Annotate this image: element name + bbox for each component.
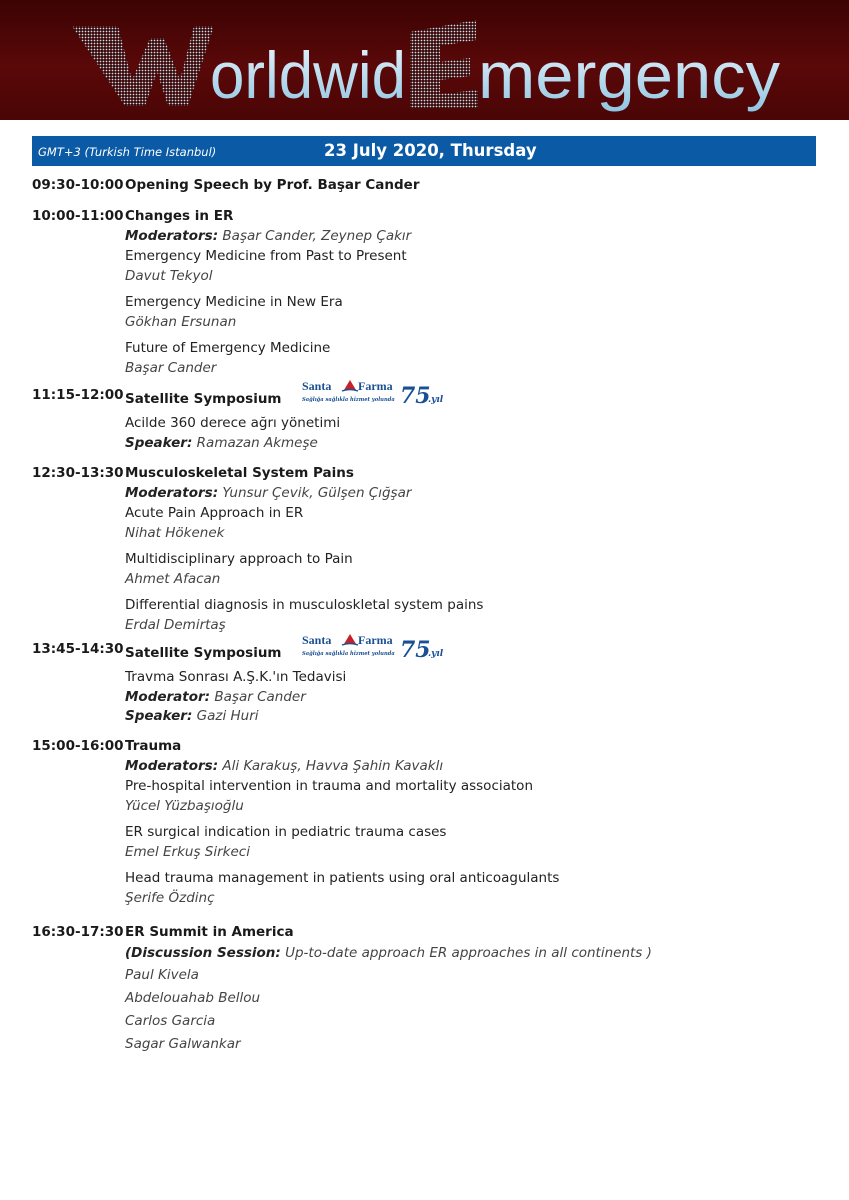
session-title: ER Summit in America — [125, 924, 294, 940]
moderator-label: Moderator: — [125, 689, 211, 705]
session-block — [32, 922, 812, 1056]
moderators-label: Moderators: — [125, 485, 219, 501]
session-block — [32, 175, 812, 196]
header-banner — [0, 0, 849, 120]
session-block — [32, 633, 812, 726]
moderator-line — [125, 688, 812, 707]
talk-item — [125, 868, 812, 908]
talk-title: Multidisciplinary approach to Pain — [125, 551, 353, 567]
moderators-names: Ali Karakuş, Havva Şahin Kavaklı — [222, 758, 444, 774]
worldwid-emergency-logo — [0, 0, 849, 120]
santa-farma-logo — [300, 379, 458, 407]
talk-item — [125, 246, 812, 286]
speaker-line — [125, 434, 812, 453]
svg-text:Sağlığa sağlıkla hizmet yolund: Sağlığa sağlıkla hizmet yolunda — [302, 397, 395, 403]
logo-e-mark — [410, 20, 478, 108]
moderators-line — [125, 757, 812, 776]
moderators-line — [125, 484, 812, 503]
talk-title: Acute Pain Approach in ER — [125, 505, 304, 521]
session-time: 12:30-13:30 — [32, 465, 124, 481]
talk-speaker: Emel Erkuş Sirkeci — [125, 844, 250, 860]
session-time: 10:00-11:00 — [32, 208, 124, 224]
talk-title: Emergency Medicine in New Era — [125, 294, 343, 310]
talk-speaker: Ahmet Afacan — [125, 571, 221, 587]
svg-text:75: 75 — [400, 383, 431, 407]
moderators-names: Başar Cander, Zeynep Çakır — [222, 228, 412, 244]
talk-speaker: Gökhan Ersunan — [125, 314, 237, 330]
session-time: 11:15-12:00 — [32, 387, 124, 403]
session-time: 09:30-10:00 — [32, 177, 124, 193]
timezone-label: GMT+3 (Turkish Time Istanbul) — [38, 145, 217, 159]
session-time: 16:30-17:30 — [32, 924, 124, 940]
session-title: Opening Speech by Prof. Başar Cander — [125, 177, 420, 193]
svg-text:Farma: Farma — [358, 633, 393, 647]
session-title: Satellite Symposium — [125, 645, 282, 661]
svg-text:.yıl: .yıl — [428, 649, 444, 659]
talk-title: Differential diagnosis in musculoskletal system pains — [125, 597, 484, 613]
talk-item — [125, 822, 812, 862]
session-block — [32, 463, 812, 635]
summit-speaker: Paul Kivela — [125, 967, 199, 983]
svg-text:Santa: Santa — [302, 379, 332, 393]
talk-item — [125, 338, 812, 378]
logo-w-mark — [72, 26, 214, 106]
talk-item — [125, 595, 812, 635]
moderators-label: Moderators: — [125, 758, 219, 774]
svg-text:.yıl: .yıl — [428, 395, 444, 405]
speaker-label: Speaker: — [125, 435, 193, 451]
svg-text:75: 75 — [400, 637, 431, 661]
date-bar — [32, 136, 816, 166]
moderator-name: Başar Cander — [214, 689, 306, 705]
talk-speaker: Erdal Demirtaş — [125, 617, 226, 633]
moderators-line — [125, 227, 812, 246]
moderators-label: Moderators: — [125, 228, 219, 244]
talk-title: Pre-hospital intervention in trauma and mortality associaton — [125, 778, 533, 794]
speaker-line — [125, 707, 812, 726]
svg-text:Farma: Farma — [358, 379, 393, 393]
discussion-label: Discussion Session: — [131, 945, 281, 961]
talk-speaker: Yücel Yüzbaşıoğlu — [125, 798, 244, 814]
talk-item — [125, 776, 812, 816]
santa-farma-logo — [300, 633, 458, 661]
session-title: Satellite Symposium — [125, 391, 282, 407]
discussion-open: ( — [125, 945, 132, 961]
session-title: Musculoskeletal System Pains — [125, 465, 354, 481]
talk-title: Travma Sonrası A.Ş.K.'ın Tedavisi — [125, 669, 347, 685]
talk-speaker: Şerife Özdinç — [125, 890, 215, 906]
logo-text-part1: orldwid — [210, 38, 406, 112]
svg-text:Santa: Santa — [302, 633, 332, 647]
session-time: 13:45-14:30 — [32, 641, 124, 657]
talk-item — [125, 503, 812, 543]
speaker-name: Gazi Huri — [196, 708, 259, 724]
session-block — [32, 736, 812, 908]
speaker-name: Ramazan Akmeşe — [196, 435, 318, 451]
talk-title: Emergency Medicine from Past to Present — [125, 248, 407, 264]
talk-speaker: Davut Tekyol — [125, 268, 213, 284]
logo-text-part2: mergency — [478, 38, 780, 112]
session-title: Trauma — [125, 738, 182, 754]
talk-title: ER surgical indication in pediatric trauma cases — [125, 824, 447, 840]
svg-text:Sağlığa sağlıkla hizmet yolund: Sağlığa sağlıkla hizmet yolunda — [302, 651, 395, 657]
date-label: 23 July 2020, Thursday — [324, 141, 537, 160]
talk-item — [125, 549, 812, 589]
summit-speaker: Abdelouahab Bellou — [125, 990, 261, 1006]
session-time: 15:00-16:00 — [32, 738, 124, 754]
discussion-text: Up-to-date approach ER approaches in all continents ) — [285, 945, 652, 961]
summit-speaker: Carlos Garcia — [125, 1013, 216, 1029]
moderators-names: Yunsur Çevik, Gülşen Çığşar — [222, 485, 412, 501]
talk-title: Head trauma management in patients using oral anticoagulants — [125, 870, 560, 886]
talk-title: Future of Emergency Medicine — [125, 340, 331, 356]
speaker-label: Speaker: — [125, 708, 193, 724]
discussion-line — [125, 943, 812, 964]
summit-speaker: Sagar Galwankar — [125, 1036, 241, 1052]
schedule — [32, 175, 812, 1056]
session-block — [32, 379, 812, 453]
talk-title: Acilde 360 derece ağrı yönetimi — [125, 415, 341, 431]
session-title: Changes in ER — [125, 208, 234, 224]
talk-item — [125, 292, 812, 332]
talk-speaker: Başar Cander — [125, 360, 217, 376]
session-block — [32, 206, 812, 378]
talk-speaker: Nihat Hökenek — [125, 525, 225, 541]
